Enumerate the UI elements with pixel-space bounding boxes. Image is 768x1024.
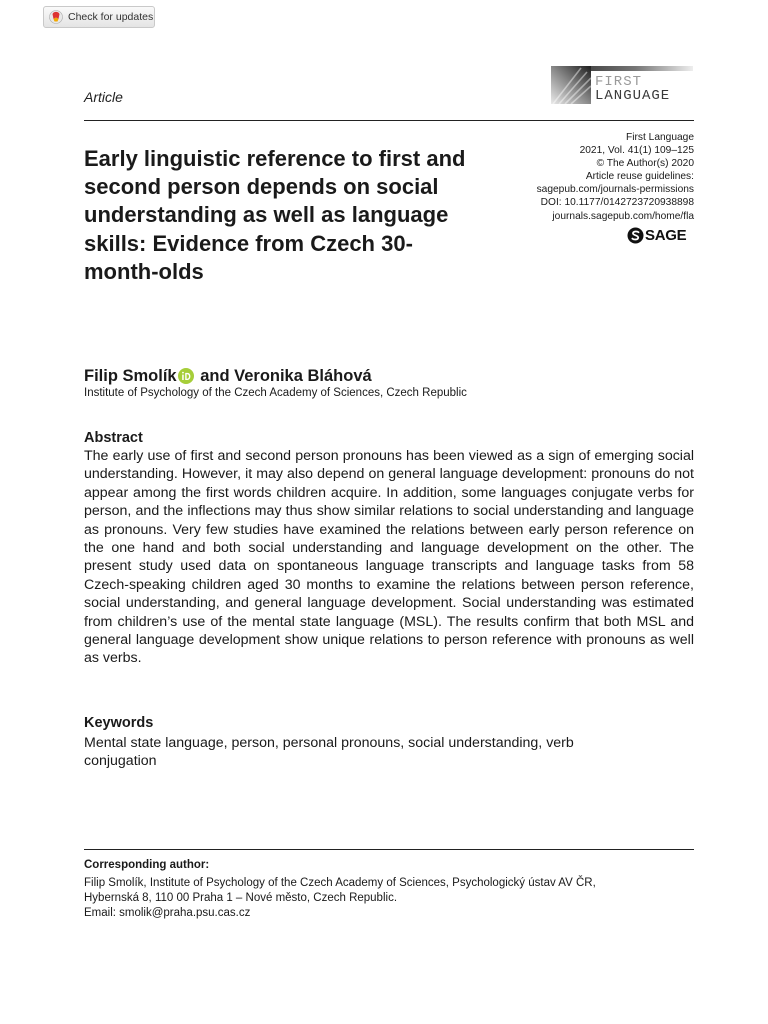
check-for-updates-button[interactable] [43, 6, 155, 28]
corresponding-details [84, 876, 694, 920]
meta-doi[interactable]: DOI: 10.1177/0142723720938898 [540, 197, 694, 209]
journal-metadata [537, 131, 694, 223]
keywords-heading: Keywords [84, 715, 154, 731]
author-2[interactable]: Veronika Bláhová [234, 367, 372, 385]
abstract-text: The early use of first and second person pronouns has been viewed as a sign of emerging social understanding. However, it may also depend on general language development: pronouns do not appear among the first words children acquire. In addition, some languages conjugate verbs for person, and the inflections may thus show similar relations to social understanding and language as pronouns. Very few studies have examined the relations between early person reference on the one hand and both social understanding and language development on the other. The present study used data on spontaneous language transcripts and language tasks from 58 Czech-speaking children aged 30 months to examine the relations between person reference, social understanding, and general language development. Social understanding was estimated from children’s use of the mental state language (MSL). The results confirm that both MSL and general language development show unique relations to person reference with pronouns as well as verbs. [84, 448, 694, 667]
meta-permissions-link[interactable]: sagepub.com/journals-permissions [536, 184, 694, 196]
corresponding-heading: Corresponding author: [84, 859, 210, 871]
check-updates-icon [49, 10, 63, 24]
check-for-updates-label: Check for updates [68, 11, 154, 23]
logo-text-language: LANGUAGE [595, 88, 671, 104]
author-conjunction: and [195, 367, 235, 385]
meta-volume: 2021, Vol. 41(1) 109–125 [579, 145, 694, 157]
logo-text-first: FIRST [595, 74, 643, 90]
paper-title: Early linguistic reference to first and second person depends on social understanding as well as language skills: Evidence from Czech 30-month-olds [84, 146, 466, 284]
author-list [84, 367, 372, 386]
keywords-text: Mental state language, person, personal pronouns, social understanding, verb conjugation [84, 735, 574, 770]
sage-s-icon [627, 227, 644, 244]
article-type: Article [84, 89, 123, 105]
meta-homepage-link[interactable]: journals.sagepub.com/home/fla [552, 210, 694, 222]
affiliation: Institute of Psychology of the Czech Academy of Sciences, Czech Republic [84, 387, 467, 399]
publisher-name: SAGE [645, 226, 687, 244]
corresponding-line-1: Filip Smolík, Institute of Psychology of the Czech Academy of Sciences, Psychologický ústav AV ČR, [84, 877, 596, 889]
corresponding-email[interactable]: Email: smolik@praha.psu.cas.cz [84, 906, 251, 919]
orcid-icon[interactable] [178, 368, 194, 384]
header-divider [84, 120, 694, 121]
footnote-divider [84, 849, 694, 850]
meta-reuse: Article reuse guidelines: [585, 171, 694, 183]
logo-mark-icon [551, 66, 591, 104]
publisher-logo [627, 225, 695, 245]
corresponding-line-2: Hybernská 8, 110 00 Praha 1 – Nové město, Czech Republic. [84, 891, 398, 904]
abstract-heading: Abstract [84, 430, 143, 446]
meta-journal: First Language [626, 132, 694, 143]
journal-logo [551, 66, 694, 104]
meta-copyright: © The Author(s) 2020 [596, 158, 694, 170]
author-1[interactable]: Filip Smolík [84, 367, 177, 385]
